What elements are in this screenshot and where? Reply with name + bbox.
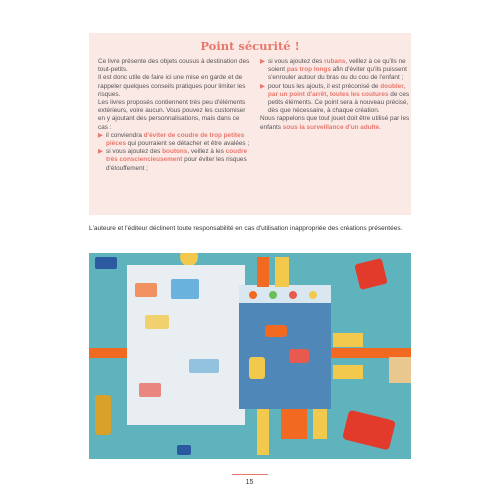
safety-paragraph: Il est donc utile de faire ici une mise en garde et de rappeler quelques conseils pratiques pour limiter les risques. <box>98 74 246 98</box>
bullet-text: il conviendra <box>106 131 144 139</box>
fabric-apple <box>289 291 297 299</box>
fabric-print-truck <box>139 383 161 397</box>
toy-figure <box>95 395 111 435</box>
fabric-fish <box>289 349 309 363</box>
bullet-text: , veillez à les <box>187 148 226 156</box>
arrow-bullet-icon: ▶ <box>260 82 265 90</box>
fabric-fish <box>249 357 265 379</box>
bullet-text: , veillez à ce qu'ils ne soient <box>268 58 406 74</box>
bullet-text: pour tous les ajouts, il est préconisé de <box>268 82 381 90</box>
safety-paragraph: Les livres proposés contiennent très peu d'éléments extérieurs, voire aucun. Vous pouvez les customiser en y ajoutant des personnalisations, mais dans ce cas : <box>98 99 246 131</box>
safety-column-left <box>98 58 250 173</box>
fabric-apple <box>249 291 257 299</box>
bullet-highlight: d'éviter de coudre de trop petites pièces <box>106 131 245 148</box>
toy-car <box>177 445 191 455</box>
safety-bullet <box>98 132 250 148</box>
fabric-tab <box>257 409 269 455</box>
fabric-tab <box>275 257 289 287</box>
bullet-highlight: coudre très consciencieusement <box>106 148 248 164</box>
disclaimer: L'auteure et l'éditeur déclinent toute responsabilité en cas d'utilisation inappropriée des créations présentées. <box>89 225 403 232</box>
fabric-tab <box>281 409 307 439</box>
safety-column-right <box>260 58 412 132</box>
book-page-right <box>239 285 331 409</box>
bullet-highlight: pas trop longs <box>286 66 331 74</box>
bullet-text: si vous ajoutez des <box>106 148 163 156</box>
safety-paragraph <box>260 115 412 131</box>
photo-fabric-book <box>89 253 411 459</box>
safety-bullet <box>98 148 250 173</box>
arrow-bullet-icon: ▶ <box>260 58 265 65</box>
fabric-print-taxi <box>145 315 169 329</box>
bullet-text: si vous ajoutez des <box>268 58 325 65</box>
toy <box>180 253 198 266</box>
fabric-tab <box>313 409 327 439</box>
fabric-apple <box>309 291 317 299</box>
toy-block <box>354 258 387 290</box>
bullet-text: qui pourraient se détacher et être avalées ; <box>125 140 250 148</box>
fabric-tab <box>333 365 363 379</box>
bullet-text: de ces petits éléments. Ce point sera à nouveau précisé, dès que nécessaire, à chaque création. <box>268 90 410 115</box>
paragraph-text: Nous rappelons que tout jouet doit être utilisé par les enfants <box>260 115 410 131</box>
safety-box <box>89 33 411 215</box>
bullet-text: afin d'éviter qu'ils puissent s'enrouler autour du bras ou du cou de l'enfant ; <box>268 66 407 82</box>
toy-car <box>95 257 117 269</box>
safety-paragraph: Ce livre présente des objets cousus à destination des tout-petits. <box>98 58 250 74</box>
bullet-text: pour éviter les risques d'étouffement ; <box>106 156 247 172</box>
fabric-apple <box>269 291 277 299</box>
fabric-print-bus <box>171 279 199 299</box>
fabric-print-tram <box>189 359 219 373</box>
safety-bullet <box>260 58 412 83</box>
arrow-bullet-icon: ▶ <box>98 131 103 139</box>
page-number: 15 <box>245 479 254 486</box>
paragraph-highlight: sous la surveillance d'un adulte <box>282 123 380 131</box>
fabric-fish <box>265 325 287 337</box>
fabric-tab <box>333 333 363 347</box>
bullet-highlight: doubler, par un point d'arrêt, toutes les coutures <box>268 82 406 98</box>
paragraph-text: . <box>379 123 381 131</box>
arrow-bullet-icon: ▶ <box>98 148 103 156</box>
fabric-tab <box>257 257 269 287</box>
bullet-highlight: rubans <box>324 58 346 65</box>
footer-rule <box>232 474 268 475</box>
safety-title: Point sécurité ! <box>200 39 300 53</box>
fabric-print-car <box>135 283 157 297</box>
toy-fire-truck <box>342 410 396 451</box>
toy-block <box>389 357 411 383</box>
fabric-book-illustration <box>89 253 411 459</box>
bullet-highlight: boutons <box>162 148 188 156</box>
safety-bullet <box>260 83 412 116</box>
